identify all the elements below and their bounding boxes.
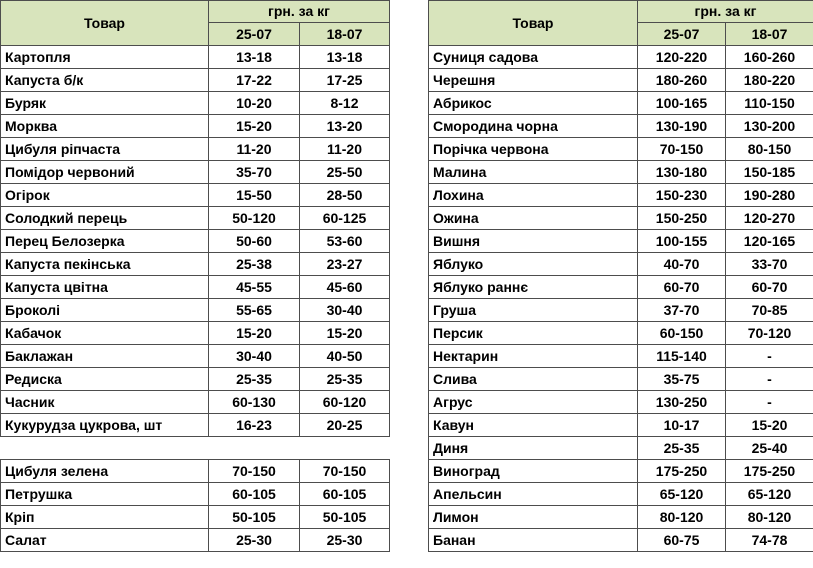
table-row xyxy=(429,437,813,460)
price-cell-date2: 70-150 xyxy=(300,460,390,483)
product-name-cell: Кабачок xyxy=(1,322,209,345)
price-cell-date1: 45-55 xyxy=(209,276,300,299)
table-row xyxy=(429,69,813,92)
price-cell-date2: 150-185 xyxy=(726,161,813,184)
price-cell-date1: 11-20 xyxy=(209,138,300,161)
product-name-cell: Апельсин xyxy=(429,483,638,506)
price-cell-date2: 53-60 xyxy=(300,230,390,253)
price-cell-date2 xyxy=(300,437,390,460)
product-name-cell: Салат xyxy=(1,529,209,552)
price-cell-date2: 17-25 xyxy=(300,69,390,92)
price-cell-date1: 25-35 xyxy=(638,437,726,460)
product-name-cell: Помідор червоний xyxy=(1,161,209,184)
price-cell-date1: 37-70 xyxy=(638,299,726,322)
date-header-1: 25-07 xyxy=(638,23,726,46)
product-name-cell: Броколі xyxy=(1,299,209,322)
product-name-cell: Виноград xyxy=(429,460,638,483)
price-cell-date2: 120-165 xyxy=(726,230,813,253)
price-cell-date1: 35-70 xyxy=(209,161,300,184)
table-row xyxy=(1,230,390,253)
price-cell-date1: 60-150 xyxy=(638,322,726,345)
price-cell-date2: 50-105 xyxy=(300,506,390,529)
table-row xyxy=(1,368,390,391)
table-row xyxy=(429,138,813,161)
table-row xyxy=(429,184,813,207)
product-name-cell: Лохина xyxy=(429,184,638,207)
price-cell-date2: 120-270 xyxy=(726,207,813,230)
table-row xyxy=(429,276,813,299)
table-row xyxy=(1,92,390,115)
price-cell-date2: 28-50 xyxy=(300,184,390,207)
left-price-table xyxy=(0,0,390,552)
price-cell-date2: 45-60 xyxy=(300,276,390,299)
product-name-cell: Кавун xyxy=(429,414,638,437)
price-cell-date2: 23-27 xyxy=(300,253,390,276)
price-cell-date2: 25-35 xyxy=(300,368,390,391)
price-cell-date1: 15-20 xyxy=(209,115,300,138)
table-row xyxy=(1,322,390,345)
price-cell-date1: 55-65 xyxy=(209,299,300,322)
price-cell-date2: 13-18 xyxy=(300,46,390,69)
product-name-cell: Нектарин xyxy=(429,345,638,368)
date-header-2: 18-07 xyxy=(300,23,390,46)
product-name-cell: Редиска xyxy=(1,368,209,391)
price-cell-date2: 11-20 xyxy=(300,138,390,161)
price-cell-date2: 60-105 xyxy=(300,483,390,506)
price-cell-date2: - xyxy=(726,345,813,368)
table-row xyxy=(1,46,390,69)
table-row xyxy=(1,460,390,483)
price-cell-date1: 130-180 xyxy=(638,161,726,184)
price-cell-date1: 70-150 xyxy=(638,138,726,161)
price-cell-date2: 15-20 xyxy=(726,414,813,437)
product-name-cell: Капуста б/к xyxy=(1,69,209,92)
price-cell-date1: 10-17 xyxy=(638,414,726,437)
product-name-cell: Вишня xyxy=(429,230,638,253)
price-cell-date2: 60-125 xyxy=(300,207,390,230)
table-row xyxy=(429,299,813,322)
table-row xyxy=(429,230,813,253)
product-name-cell: Солодкий перець xyxy=(1,207,209,230)
table-row xyxy=(1,414,390,437)
product-name-cell: Слива xyxy=(429,368,638,391)
left-table-body xyxy=(1,46,390,552)
table-row xyxy=(429,161,813,184)
product-name-cell: Яблуко раннє xyxy=(429,276,638,299)
product-name-cell: Груша xyxy=(429,299,638,322)
price-cell-date2: 160-260 xyxy=(726,46,813,69)
product-name-cell: Капуста пекінська xyxy=(1,253,209,276)
product-name-cell: Агрус xyxy=(429,391,638,414)
price-cell-date1: 50-120 xyxy=(209,207,300,230)
price-cell-date1: 130-190 xyxy=(638,115,726,138)
price-cell-date2: 60-70 xyxy=(726,276,813,299)
table-row xyxy=(429,322,813,345)
price-cell-date2: 25-30 xyxy=(300,529,390,552)
table-row xyxy=(1,391,390,414)
date-header-1: 25-07 xyxy=(209,23,300,46)
price-cell-date1: 30-40 xyxy=(209,345,300,368)
product-name-cell: Кріп xyxy=(1,506,209,529)
price-cell-date2: 175-250 xyxy=(726,460,813,483)
product-name-cell: Банан xyxy=(429,529,638,552)
product-name-cell: Капуста цвітна xyxy=(1,276,209,299)
price-cell-date2: 74-78 xyxy=(726,529,813,552)
price-cell-date2: 70-85 xyxy=(726,299,813,322)
product-name-cell: Диня xyxy=(429,437,638,460)
price-cell-date1: 120-220 xyxy=(638,46,726,69)
price-cell-date1: 150-250 xyxy=(638,207,726,230)
price-cell-date2: 25-40 xyxy=(726,437,813,460)
unit-header: грн. за кг xyxy=(638,1,813,23)
product-name-cell: Малина xyxy=(429,161,638,184)
product-name-cell: Перец Белозерка xyxy=(1,230,209,253)
product-name-cell: Персик xyxy=(429,322,638,345)
table-row xyxy=(1,184,390,207)
table-row xyxy=(429,460,813,483)
price-cell-date1: 35-75 xyxy=(638,368,726,391)
product-name-cell: Цибуля зелена xyxy=(1,460,209,483)
table-row xyxy=(429,207,813,230)
price-cell-date1: 16-23 xyxy=(209,414,300,437)
price-cell-date1: 130-250 xyxy=(638,391,726,414)
table-row xyxy=(429,345,813,368)
price-cell-date1: 70-150 xyxy=(209,460,300,483)
product-name-cell: Кукурудза цукрова, шт xyxy=(1,414,209,437)
product-name-cell: Ожина xyxy=(429,207,638,230)
table-row xyxy=(429,115,813,138)
price-cell-date2: 80-150 xyxy=(726,138,813,161)
goods-header: Товар xyxy=(1,1,209,46)
product-name-cell: Смородина чорна xyxy=(429,115,638,138)
price-cell-date1: 60-130 xyxy=(209,391,300,414)
table-row xyxy=(1,506,390,529)
price-cell-date2: 60-120 xyxy=(300,391,390,414)
price-cell-date2: 130-200 xyxy=(726,115,813,138)
right-price-table xyxy=(428,0,813,552)
price-cell-date2: 20-25 xyxy=(300,414,390,437)
table-row xyxy=(1,437,390,460)
price-cell-date1: 100-165 xyxy=(638,92,726,115)
price-cell-date2: 30-40 xyxy=(300,299,390,322)
price-cell-date1: 180-260 xyxy=(638,69,726,92)
price-cell-date1: 65-120 xyxy=(638,483,726,506)
price-cell-date1: 25-35 xyxy=(209,368,300,391)
product-name-cell: Цибуля ріпчаста xyxy=(1,138,209,161)
price-cell-date1: 15-20 xyxy=(209,322,300,345)
price-cell-date1: 175-250 xyxy=(638,460,726,483)
table-row xyxy=(429,506,813,529)
price-cell-date1: 15-50 xyxy=(209,184,300,207)
table-row xyxy=(429,414,813,437)
table-row xyxy=(429,368,813,391)
product-name-cell: Черешня xyxy=(429,69,638,92)
price-cell-date1: 80-120 xyxy=(638,506,726,529)
price-cell-date1: 60-105 xyxy=(209,483,300,506)
table-row xyxy=(429,253,813,276)
price-cell-date2: 25-50 xyxy=(300,161,390,184)
table-row xyxy=(429,529,813,552)
price-cell-date2: 33-70 xyxy=(726,253,813,276)
goods-header: Товар xyxy=(429,1,638,46)
product-name-cell: Яблуко xyxy=(429,253,638,276)
price-cell-date2: 15-20 xyxy=(300,322,390,345)
price-cell-date2: - xyxy=(726,368,813,391)
price-cell-date1: 60-75 xyxy=(638,529,726,552)
table-row xyxy=(1,299,390,322)
product-name-cell: Картопля xyxy=(1,46,209,69)
table-row xyxy=(429,92,813,115)
product-name-cell: Баклажан xyxy=(1,345,209,368)
price-cell-date2: 8-12 xyxy=(300,92,390,115)
product-name-cell: Лимон xyxy=(429,506,638,529)
price-cell-date1: 50-105 xyxy=(209,506,300,529)
table-row xyxy=(1,253,390,276)
price-cell-date2: 40-50 xyxy=(300,345,390,368)
product-name-cell: Суниця садова xyxy=(429,46,638,69)
price-cell-date1: 13-18 xyxy=(209,46,300,69)
table-row xyxy=(429,46,813,69)
table-row xyxy=(1,161,390,184)
table-row xyxy=(1,529,390,552)
product-name-cell: Буряк xyxy=(1,92,209,115)
table-row xyxy=(1,276,390,299)
price-cell-date1 xyxy=(209,437,300,460)
date-header-2: 18-07 xyxy=(726,23,813,46)
product-name-cell: Порічка червона xyxy=(429,138,638,161)
table-row xyxy=(1,483,390,506)
product-name-cell: Петрушка xyxy=(1,483,209,506)
table-row xyxy=(429,391,813,414)
price-cell-date1: 115-140 xyxy=(638,345,726,368)
price-cell-date1: 50-60 xyxy=(209,230,300,253)
price-cell-date1: 10-20 xyxy=(209,92,300,115)
price-cell-date1: 17-22 xyxy=(209,69,300,92)
table-row xyxy=(1,345,390,368)
table-row xyxy=(1,207,390,230)
price-cell-date2: 70-120 xyxy=(726,322,813,345)
product-name-cell: Морква xyxy=(1,115,209,138)
table-row xyxy=(429,483,813,506)
price-cell-date2: 110-150 xyxy=(726,92,813,115)
price-cell-date1: 100-155 xyxy=(638,230,726,253)
price-cell-date1: 25-30 xyxy=(209,529,300,552)
product-name-cell xyxy=(1,437,209,460)
price-cell-date2: 13-20 xyxy=(300,115,390,138)
price-cell-date1: 25-38 xyxy=(209,253,300,276)
price-cell-date2: 180-220 xyxy=(726,69,813,92)
product-name-cell: Абрикос xyxy=(429,92,638,115)
unit-header: грн. за кг xyxy=(209,1,390,23)
price-cell-date1: 60-70 xyxy=(638,276,726,299)
table-row xyxy=(1,138,390,161)
product-name-cell: Часник xyxy=(1,391,209,414)
price-cell-date2: - xyxy=(726,391,813,414)
right-table-body xyxy=(429,46,813,552)
product-name-cell: Огірок xyxy=(1,184,209,207)
price-cell-date2: 80-120 xyxy=(726,506,813,529)
table-row xyxy=(1,69,390,92)
price-cell-date1: 150-230 xyxy=(638,184,726,207)
price-cell-date2: 190-280 xyxy=(726,184,813,207)
price-cell-date1: 40-70 xyxy=(638,253,726,276)
table-row xyxy=(1,115,390,138)
price-cell-date2: 65-120 xyxy=(726,483,813,506)
